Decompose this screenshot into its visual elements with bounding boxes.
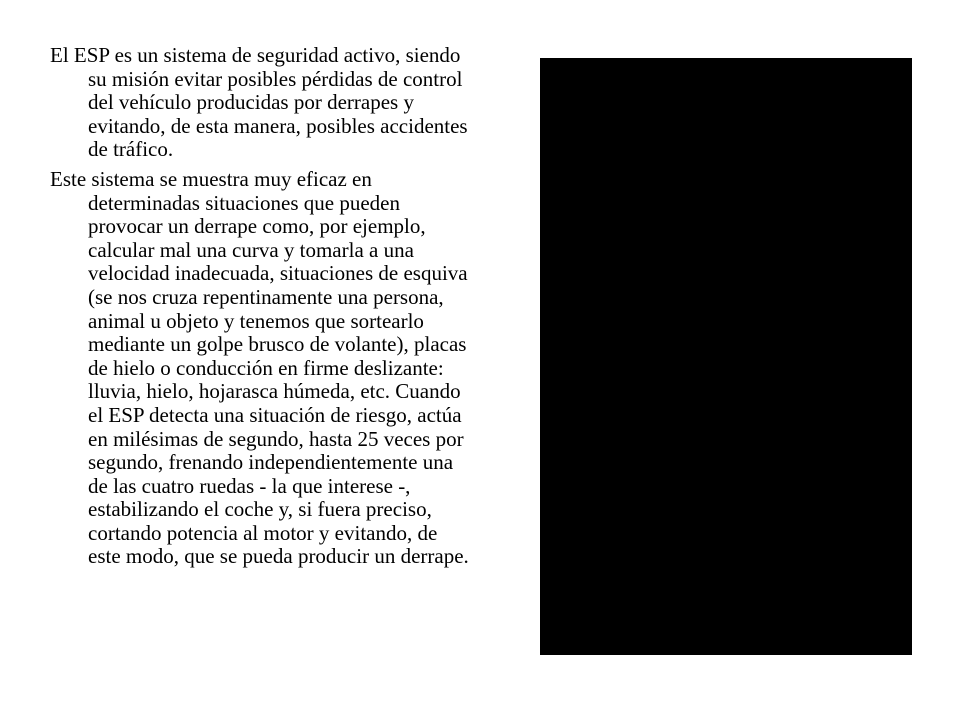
paragraph-intro: El ESP es un sistema de seguridad activo, siendo su misión evitar posibles pérdidas de control del vehículo producidas por derrapes y evitando, de esta manera, posibles accidentes de tráfico. — [50, 43, 468, 162]
black-image-box — [540, 58, 912, 655]
body-text — [50, 44, 470, 575]
paragraph-details: Este sistema se muestra muy eficaz en determinadas situaciones que pueden provocar un derrape como, por ejemplo, calcular mal una curva y tomarla a una velocidad inadecuada, situaciones de esquiva (se nos cruza repentinamente una persona, animal u objeto y tenemos que sortearlo mediante un golpe brusco de volante), placas de hielo o conducción en firme deslizante: lluvia, hielo, hojarasca húmeda, etc. Cuando el ESP detecta una situación de riesgo, actúa en milésimas de segundo, hasta 25 veces por segundo, frenando independientemente una de las cuatro ruedas - la que interese -, estabilizando el coche y, si fuera preciso, cortando potencia al motor y evitando, de este modo, que se pueda producir un derrape. — [50, 166, 469, 569]
